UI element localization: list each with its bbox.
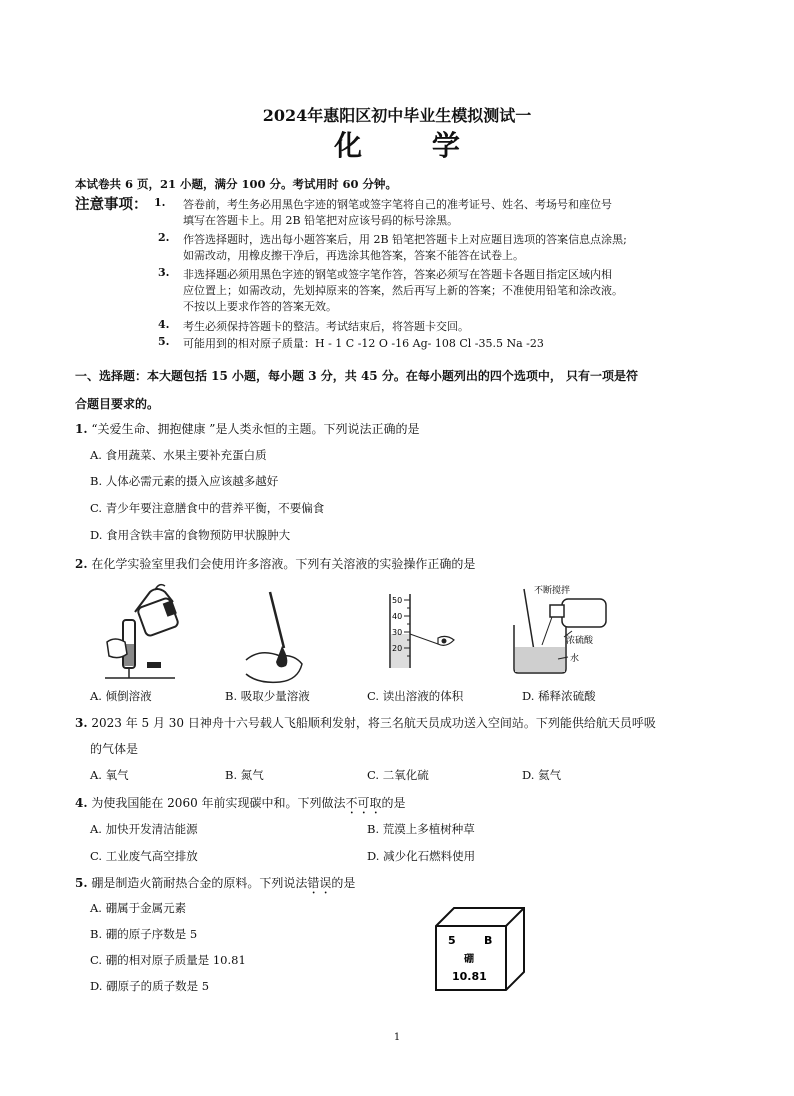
option-d: D. 硼原子的质子数是 5 [90, 979, 210, 993]
element-cell-boron [434, 906, 526, 992]
question-stem-end: 的是 [381, 796, 406, 810]
note-line: 非选择题必须用黑色字迹的钢笔或签字笔作答，答案必须写在答题卡各题目指定区域内相 [183, 268, 612, 281]
note-line: 填写在答题卡上。用 2B 铅笔把对应该号码的标号涂黑。 [183, 214, 459, 227]
option-d: D. 减少化石燃料使用 [367, 849, 476, 863]
option-d: D. 稀释浓硫酸 [522, 689, 596, 703]
question-4 [75, 794, 406, 817]
question-3 [75, 714, 656, 731]
label-concentrated-acid: 浓硫酸 [566, 636, 594, 646]
option-a: A. 硼属于金属元素 [90, 901, 187, 915]
note-number: 4. [158, 318, 170, 331]
note-number: 1. [154, 196, 166, 209]
atomic-mass: 10.81 [452, 970, 487, 983]
option-a: A. 氧气 [90, 768, 129, 782]
option-c: C. 硼的相对原子质量是 10.81 [90, 953, 246, 967]
option-c: C. 读出溶液的体积 [367, 689, 464, 703]
question-number: 1. [75, 422, 88, 436]
note-line: 不按以上要求作答的答案无效。 [183, 300, 337, 313]
section-heading: 一、选择题：本大题包括 15 小题，每小题 3 分，共 45 分。在每小题列出的四个选项中， 只有一项是符 [75, 369, 638, 383]
tick-label: 30 [392, 628, 403, 637]
figure-dropper [240, 590, 320, 685]
emphasized-text: 错误 [307, 876, 332, 890]
exam-info: 本试卷共 6 页，21 小题，满分 100 分。考试用时 60 分钟。 [75, 177, 398, 191]
question-number: 5. [75, 876, 88, 890]
emphasized-text: 不可取 [345, 796, 382, 810]
figure-graduated-cylinder [380, 592, 490, 672]
note-line: 作答选择题时，选出每小题答案后，用 2B 铅笔把答题卡上对应题目选项的答案信息点涂黑; [183, 233, 627, 246]
page-number: 1 [393, 1032, 401, 1043]
figure-dilute-sulfuric-acid [510, 585, 620, 680]
note-number: 5. [158, 335, 170, 348]
element-name: 硼 [464, 954, 474, 965]
option-c: C. 二氧化硫 [367, 768, 429, 782]
question-5 [75, 874, 355, 897]
figure-pouring-solution [95, 582, 205, 682]
question-stem: 在化学实验室里我们会使用许多溶液。下列有关溶液的实验操作正确的是 [91, 557, 476, 571]
option-a: A. 倾倒溶液 [90, 689, 152, 703]
note-line: 答卷前，考生务必用黑色字迹的钢笔或签字笔将自己的准考证号、姓名、考场号和座位号 [183, 198, 612, 211]
note-line: 考生必须保持答题卡的整洁。考试结束后，将答题卡交回。 [183, 320, 469, 333]
option-b: B. 吸取少量溶液 [225, 689, 310, 703]
label-stirring: 不断搅拌 [534, 586, 571, 596]
element-symbol: B [484, 934, 493, 947]
exam-title: 2024年惠阳区初中毕业生模拟测试一 [262, 106, 532, 125]
option-a: A. 食用蔬菜、水果主要补充蛋白质 [90, 448, 267, 462]
option-d: D. 食用含铁丰富的食物预防甲状腺肿大 [90, 528, 291, 542]
option-b: B. 硼的原子序数是 5 [90, 927, 198, 941]
atomic-number: 5 [448, 934, 456, 947]
question-number: 4. [75, 796, 88, 810]
question-2 [75, 555, 475, 572]
tick-label: 20 [392, 644, 403, 653]
option-b: B. 氮气 [225, 768, 264, 782]
question-stem: “关爱生命、拥抱健康 ”是人类永恒的主题。下列说法正确的是 [91, 422, 420, 436]
option-a: A. 加快开发清洁能源 [90, 822, 198, 836]
question-stem: 2023 年 5 月 30 日神舟十六号载人飞船顺利发射，将三名航天员成功送入空间站。下列能供给航天员呼吸 [91, 716, 656, 730]
note-line: 应位置上；如需改动，先划掉原来的答案，然后再写上新的答案；不准使用铅笔和涂改液。 [183, 284, 623, 297]
question-stem-end: 的是 [331, 876, 356, 890]
label-water: 水 [570, 654, 580, 664]
option-d: D. 氦气 [522, 768, 562, 782]
note-line: 如需改动，用橡皮擦干净后，再选涂其他答案，答案不能答在试卷上。 [183, 249, 524, 262]
section-heading-cont: 合题目要求的。 [75, 397, 160, 411]
note-number: 2. [158, 231, 170, 244]
note-number: 3. [158, 266, 170, 279]
question-stem: 为使我国能在 2060 年前实现碳中和。下列做法 [91, 796, 346, 810]
question-stem: 硼是制造火箭耐热合金的原料。下列说法 [91, 876, 308, 890]
option-c: C. 工业废气高空排放 [90, 849, 198, 863]
option-c: C. 青少年要注意膳食中的营养平衡，不要偏食 [90, 501, 325, 515]
option-b: B. 人体必需元素的摄入应该越多越好 [90, 474, 279, 488]
question-number: 2. [75, 557, 88, 571]
option-b: B. 荒漠上多植树种草 [367, 822, 475, 836]
subject-title: 化 学 [334, 129, 490, 162]
tick-label: 50 [392, 596, 403, 605]
question-1 [75, 420, 419, 437]
notes-title: 注意事项： [75, 196, 148, 213]
tick-label: 40 [392, 612, 403, 621]
question-stem-cont: 的气体是 [90, 742, 139, 756]
note-line: 可能用到的相对原子质量：H - 1 C -12 O -16 Ag- 108 Cl -35.5 Na -23 [183, 337, 544, 350]
question-number: 3. [75, 716, 88, 730]
